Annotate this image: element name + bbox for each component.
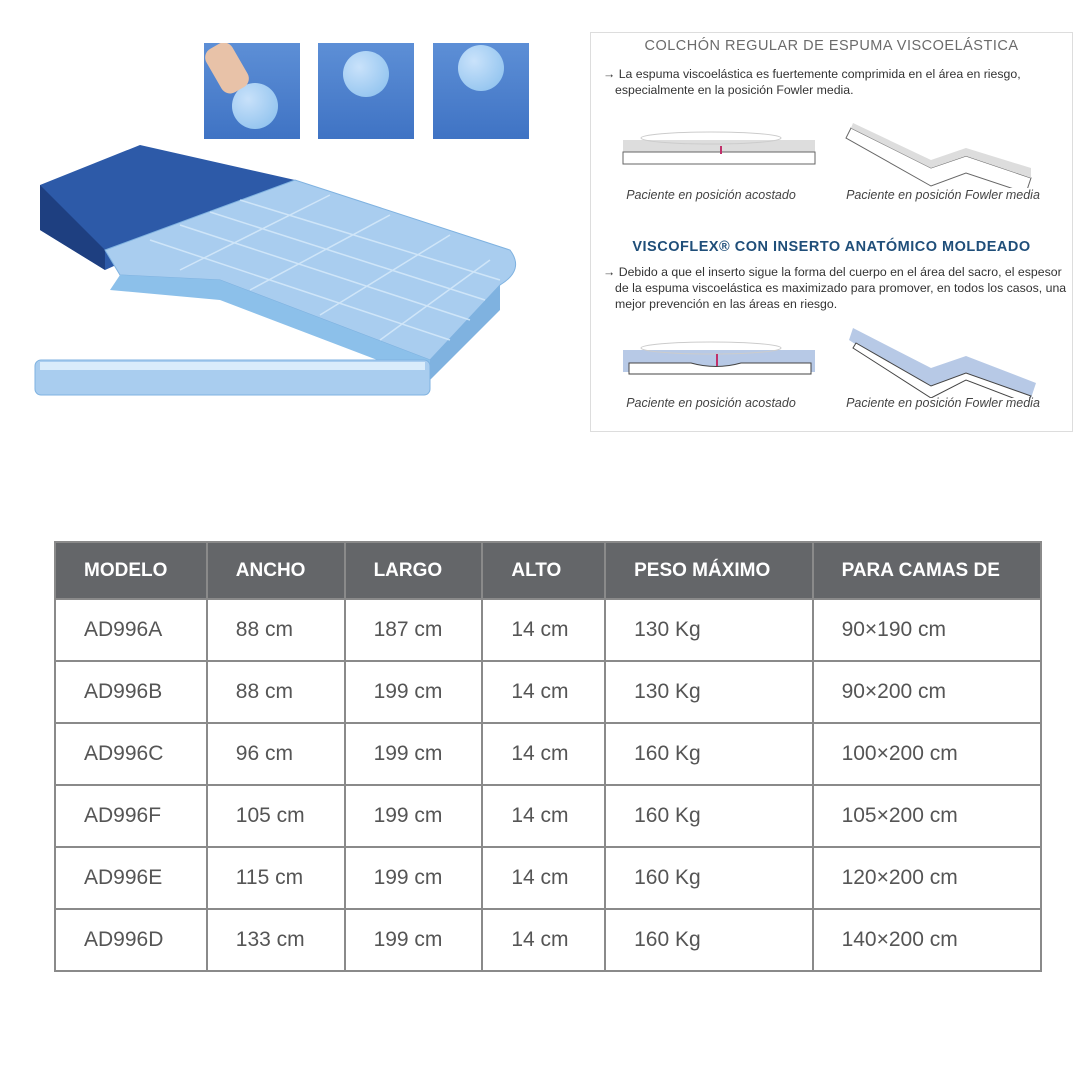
header-para-camas-de: PARA CAMAS DE bbox=[813, 542, 1041, 599]
model-specs-table bbox=[54, 541, 1042, 972]
cell-largo: 199 cm bbox=[345, 723, 483, 785]
cell-largo: 199 cm bbox=[345, 847, 483, 909]
cell-para-camas-de: 120×200 cm bbox=[813, 847, 1041, 909]
cell-modelo: AD996B bbox=[55, 661, 207, 723]
cell-peso-maximo: 160 Kg bbox=[605, 723, 812, 785]
cell-alto: 14 cm bbox=[482, 599, 605, 661]
cell-alto: 14 cm bbox=[482, 909, 605, 971]
cell-para-camas-de: 105×200 cm bbox=[813, 785, 1041, 847]
regular-mattress-title: COLCHÓN REGULAR DE ESPUMA VISCOELÁSTICA bbox=[644, 38, 1019, 54]
cell-peso-maximo: 130 Kg bbox=[605, 599, 812, 661]
cell-modelo: AD996F bbox=[55, 785, 207, 847]
cell-modelo: AD996E bbox=[55, 847, 207, 909]
table-row bbox=[55, 599, 1041, 661]
cell-peso-maximo: 130 Kg bbox=[605, 661, 812, 723]
cell-peso-maximo: 160 Kg bbox=[605, 909, 812, 971]
cell-largo: 199 cm bbox=[345, 661, 483, 723]
cell-ancho: 133 cm bbox=[207, 909, 345, 971]
header-largo: LARGO bbox=[345, 542, 483, 599]
cell-ancho: 88 cm bbox=[207, 599, 345, 661]
viscoflex-text: → Debido a que el inserto sigue la forma del cuerpo en el área del sacro, el espesor de la espuma viscoelástica es maximizado para promover, en todos los casos, una mejor prevención en las áreas en riesgo. bbox=[603, 265, 1067, 311]
cell-peso-maximo: 160 Kg bbox=[605, 847, 812, 909]
table-row bbox=[55, 847, 1041, 909]
header-ancho: ANCHO bbox=[207, 542, 345, 599]
viscoflex-diagram bbox=[621, 318, 1051, 398]
cell-largo: 199 cm bbox=[345, 785, 483, 847]
table-row bbox=[55, 909, 1041, 971]
viscoflex-title: VISCOFLEX® CON INSERTO ANATÓMICO MOLDEADO bbox=[632, 239, 1031, 255]
cell-para-camas-de: 90×200 cm bbox=[813, 661, 1041, 723]
cell-ancho: 96 cm bbox=[207, 723, 345, 785]
cell-alto: 14 cm bbox=[482, 847, 605, 909]
regular-flat-caption: Paciente en posición acostado bbox=[626, 188, 796, 202]
ball-sinking-photo bbox=[318, 43, 414, 139]
table-row bbox=[55, 661, 1041, 723]
regular-mattress-text: → La espuma viscoelástica es fuertemente comprimida en el área en riesgo, especialmente en la posición Fowler media. bbox=[603, 67, 1021, 97]
cell-modelo: AD996A bbox=[55, 599, 207, 661]
comparison-panel bbox=[590, 32, 1073, 432]
cell-largo: 187 cm bbox=[345, 599, 483, 661]
cell-para-camas-de: 90×190 cm bbox=[813, 599, 1041, 661]
cell-modelo: AD996C bbox=[55, 723, 207, 785]
ball-rebound-photo bbox=[433, 43, 529, 139]
cell-alto: 14 cm bbox=[482, 661, 605, 723]
viscoflex-flat-caption: Paciente en posición acostado bbox=[626, 396, 796, 410]
regular-fowler-caption: Paciente en posición Fowler media bbox=[846, 188, 1040, 202]
header-modelo: MODELO bbox=[55, 542, 207, 599]
header-alto: ALTO bbox=[482, 542, 605, 599]
cell-largo: 199 cm bbox=[345, 909, 483, 971]
regular-mattress-diagram bbox=[621, 108, 1051, 188]
header-peso-maximo: PESO MÁXIMO bbox=[605, 542, 812, 599]
cell-para-camas-de: 140×200 cm bbox=[813, 909, 1041, 971]
cell-modelo: AD996D bbox=[55, 909, 207, 971]
viscoflex-fowler-caption: Paciente en posición Fowler media bbox=[846, 396, 1040, 410]
cell-alto: 14 cm bbox=[482, 785, 605, 847]
table-row bbox=[55, 723, 1041, 785]
table-header-row bbox=[55, 542, 1041, 599]
cell-alto: 14 cm bbox=[482, 723, 605, 785]
table-row bbox=[55, 785, 1041, 847]
cell-peso-maximo: 160 Kg bbox=[605, 785, 812, 847]
cell-ancho: 115 cm bbox=[207, 847, 345, 909]
cell-ancho: 105 cm bbox=[207, 785, 345, 847]
mattress-cutaway-drawing bbox=[30, 140, 530, 400]
cell-para-camas-de: 100×200 cm bbox=[813, 723, 1041, 785]
hand-pressing-ball-photo bbox=[204, 43, 300, 139]
cell-ancho: 88 cm bbox=[207, 661, 345, 723]
